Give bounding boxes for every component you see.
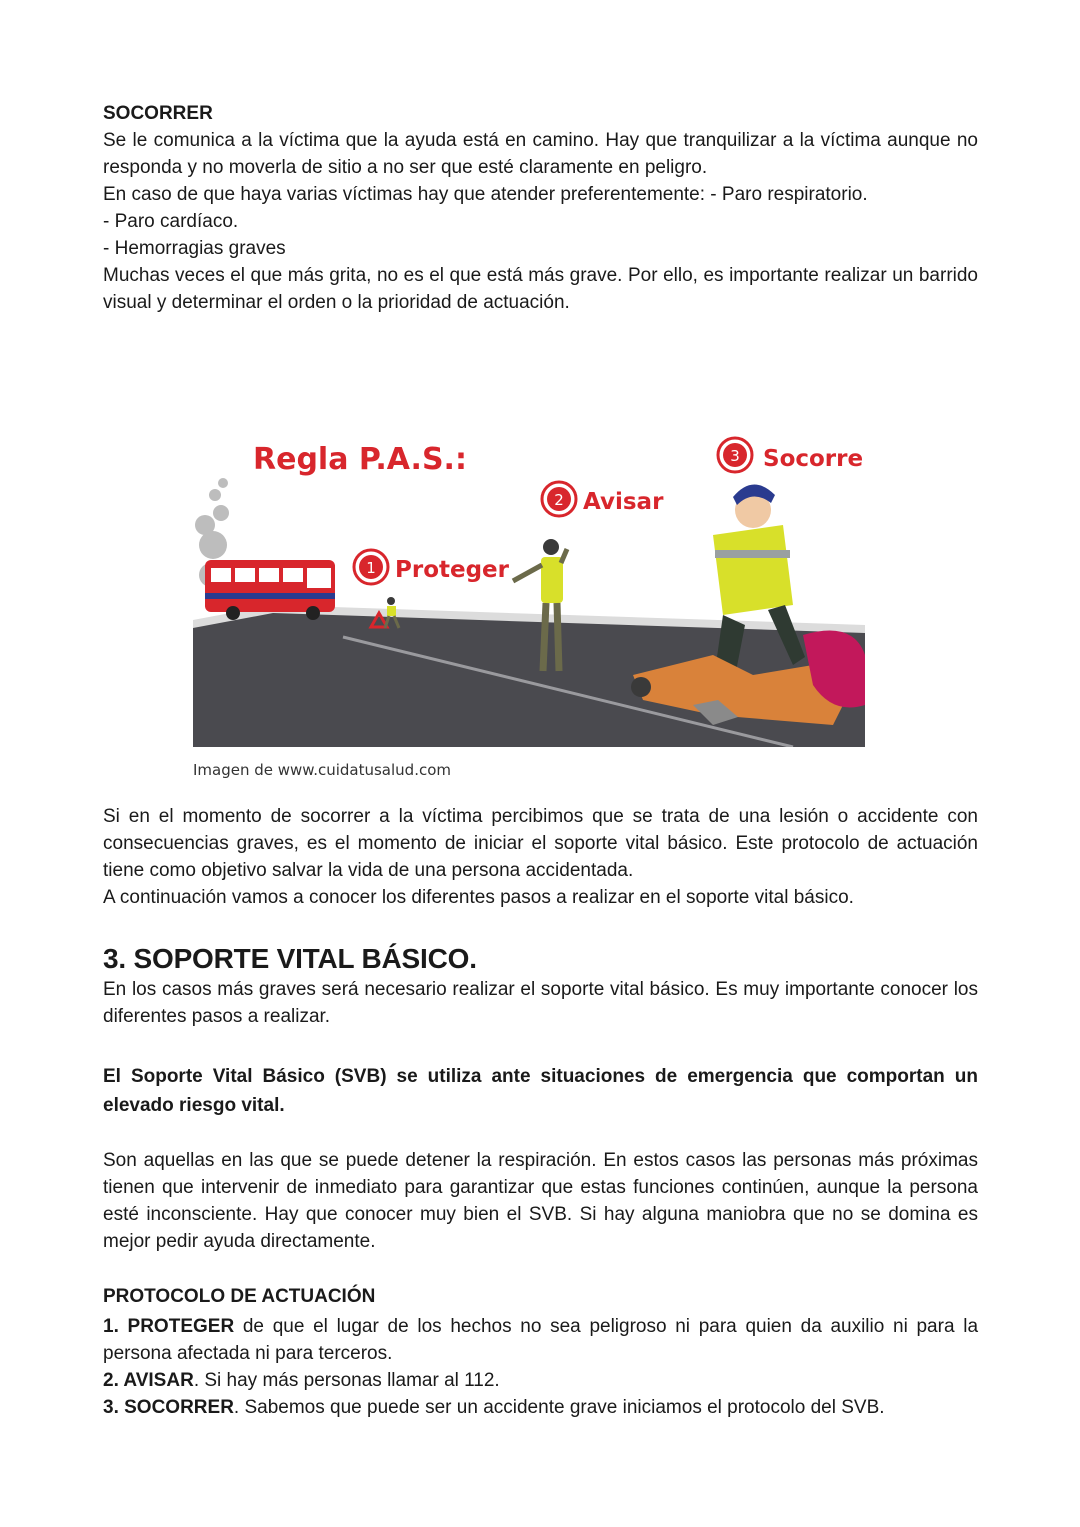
svb-definition-text: El Soporte Vital Básico (SVB) se utiliza ante situaciones de emergencia que comportan un elevado riesgo vital.	[103, 1066, 978, 1116]
socorrer-item-hemorragias: - Hemorragias graves	[103, 238, 286, 259]
step-socorrer-label: Socorrer	[763, 446, 865, 472]
after-figure-paragraph-1: Si en el momento de socorrer a la víctima percibimos que se trata de una lesión o accidente con consecuencias graves, es el momento de iniciar el soporte vital básico. Este protocolo de actuación tiene como objetivo salvar la vida de una persona accidentada.	[103, 806, 978, 881]
step-proteger-label: Proteger	[395, 557, 510, 583]
protocol-step-3-text: . Sabemos que puede ser un accidente grave iniciamos el protocolo del SVB.	[233, 1397, 885, 1418]
socorrer-title: SOCORRER	[103, 103, 213, 124]
protocol-section	[103, 1283, 978, 1421]
section-3	[103, 942, 978, 1030]
svb-explanation	[103, 1147, 978, 1255]
socorrer-paragraph-1: Se le comunica a la víctima que la ayuda está en camino. Hay que tranquilizar a la víctima aunque no responda y no moverla de sitio a no ser que esté claramente en peligro.	[103, 130, 978, 178]
socorrer-paragraph-3: Muchas veces el que más grita, no es el que está más grave. Por ello, es importante realizar un barrido visual y determinar el orden o la prioridad de actuación.	[103, 265, 978, 313]
protocol-step-1-text: de que el lugar de los hechos no sea peligroso ni para quien da auxilio ni para la persona afectada ni para terceros.	[103, 1316, 979, 1364]
regla-pas-title: Regla P.A.S.:	[253, 442, 467, 477]
regla-pas-illustration	[193, 425, 865, 747]
step-avisar-label: Avisar	[583, 489, 664, 515]
step-socorrer-number: 3	[730, 447, 740, 465]
protocol-step-2-text: . Si hay más personas llamar al 112.	[193, 1370, 500, 1391]
protocol-step-1-label: 1. PROTEGER	[103, 1316, 235, 1337]
protocol-step-2-label: 2. AVISAR	[103, 1370, 194, 1391]
socorrer-section	[103, 100, 978, 316]
protocol-step-1	[103, 1313, 978, 1367]
after-figure-paragraph-2: A continuación vamos a conocer los diferentes pasos a realizar en el soporte vital básico.	[103, 887, 854, 908]
step-proteger-number: 1	[366, 559, 376, 577]
step-avisar-number: 2	[554, 491, 564, 509]
socorrer-paragraph-2: En caso de que haya varias víctimas hay que atender preferentemente: - Paro respiratorio.	[103, 184, 868, 205]
figure-caption: Imagen de www.cuidatusalud.com	[193, 761, 451, 779]
section-3-intro: En los casos más graves será necesario realizar el soporte vital básico. Es muy importante conocer los diferentes pasos a realizar.	[103, 979, 978, 1027]
svb-explanation-text: Son aquellas en las que se puede detener la respiración. En estos casos las personas más próximas tienen que intervenir de inmediato para garantizar que estas funciones continúen, aunque la persona esté inconsciente. Hay que conocer muy bien el SVB. Si hay alguna maniobra que no se domina es mejor pedir ayuda directamente.	[103, 1150, 978, 1252]
protocol-step-2	[103, 1367, 978, 1394]
protocol-step-3	[103, 1394, 978, 1421]
socorrer-item-paro-cardiaco: - Paro cardíaco.	[103, 211, 239, 232]
section-3-heading: 3. SOPORTE VITAL BÁSICO.	[103, 943, 477, 974]
protocol-step-3-label: 3. SOCORRER	[103, 1397, 234, 1418]
bus-illustration	[205, 560, 335, 620]
svb-intro-section	[103, 803, 978, 911]
svb-definition	[103, 1062, 978, 1120]
protocol-title: PROTOCOLO DE ACTUACIÓN	[103, 1286, 376, 1307]
